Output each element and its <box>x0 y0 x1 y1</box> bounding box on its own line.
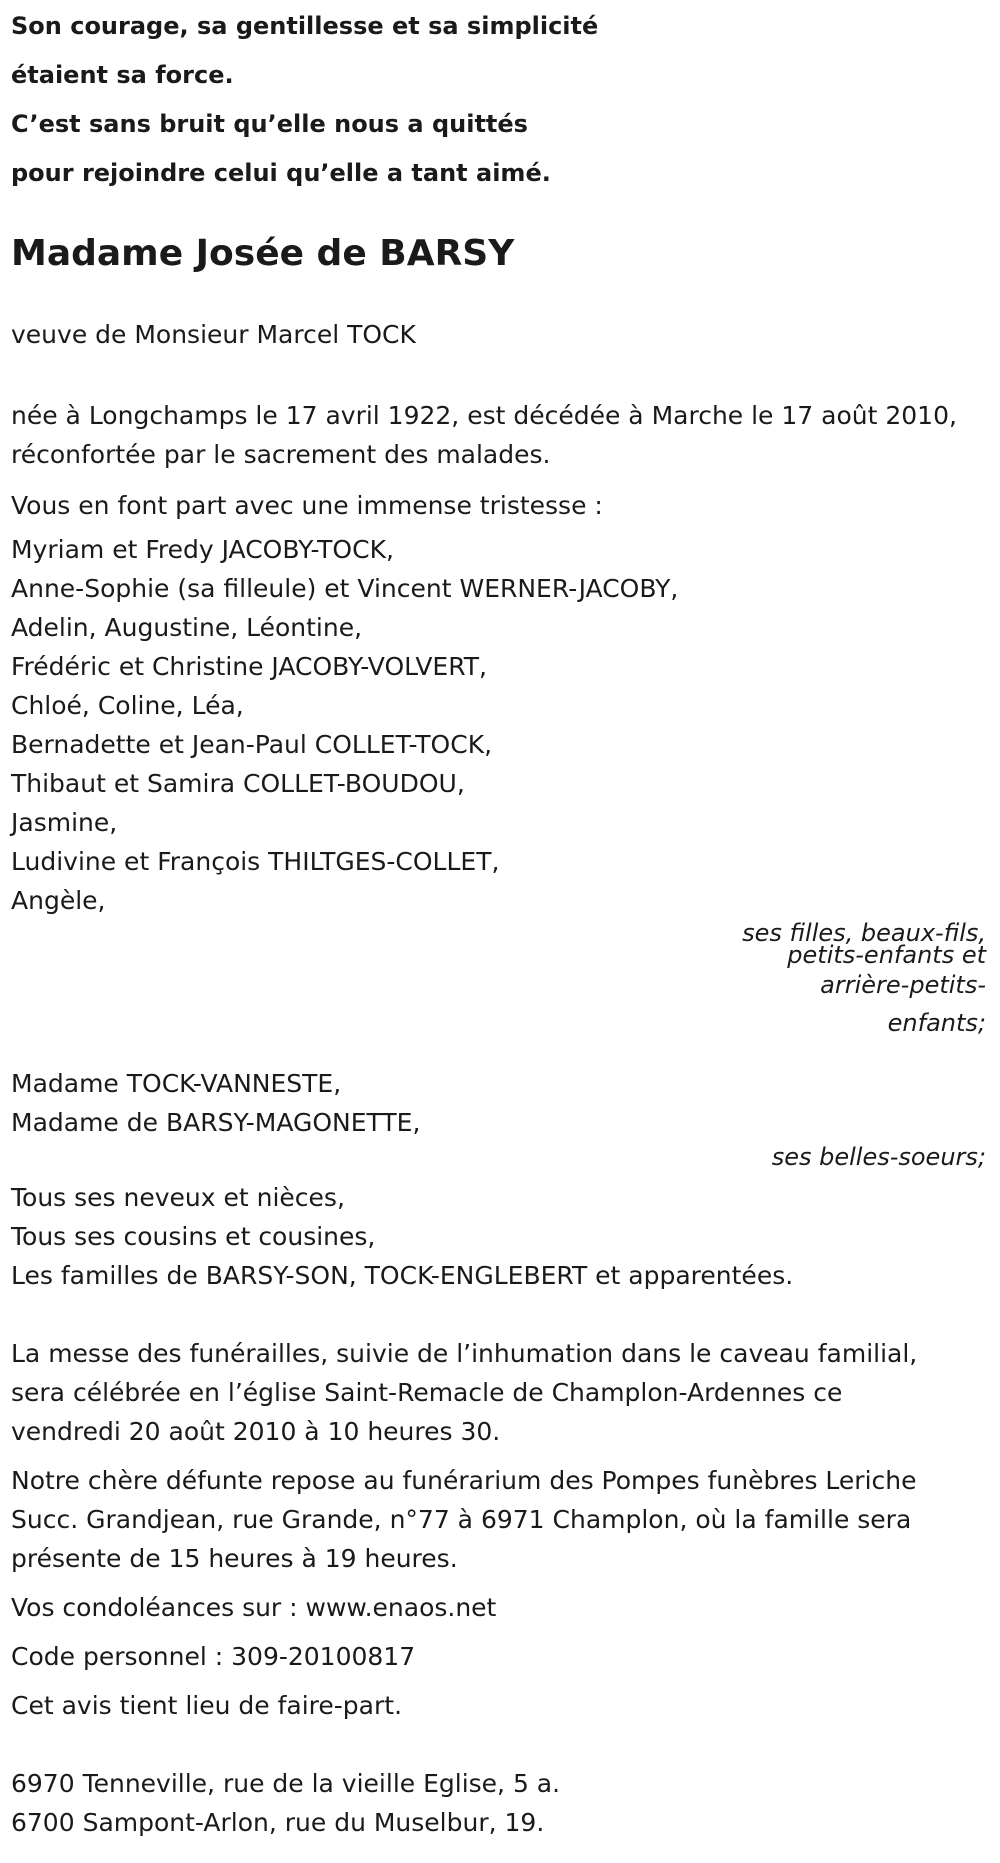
widow-of: veuve de Monsieur Marcel TOCK <box>11 320 416 349</box>
family-member: Ludivine et François THILTGES-COLLET, <box>11 847 500 876</box>
announcement: Vous en font part avec une immense tristesse : <box>11 491 603 520</box>
in-laws-role <box>11 1142 986 1172</box>
condolences-line: Vos condoléances sur : www.enaos.net <box>11 1593 497 1622</box>
funeral-line: La messe des funérailles, suivie de l’inhumation dans le caveau familial, <box>11 1339 918 1368</box>
extended-family-line: Les familles de BARSY-SON, TOCK-ENGLEBERT et apparentées. <box>11 1261 794 1290</box>
deceased-name: Madame Josée de BARSY <box>11 233 515 274</box>
funeral-paragraph <box>11 1334 986 1451</box>
rest-line: Succ. Grandjean, rue Grande, n°77 à 6971 Champlon, où la famille sera <box>11 1505 912 1534</box>
in-laws-role-line: ses belles-soeurs; <box>771 1143 986 1171</box>
family-role-continued <box>11 966 986 1042</box>
family-member: Anne-Sophie (sa filleule) et Vincent WERNER-JACOBY, <box>11 574 679 603</box>
address-line: 6700 Sampont-Arlon, rue du Muselbur, 19. <box>11 1808 545 1837</box>
family-list <box>11 530 986 920</box>
family-role-line: arrière-petits- <box>820 971 986 999</box>
obituary-notice <box>11 0 986 1842</box>
family-role-line: enfants; <box>887 1009 986 1037</box>
family-member: Thibaut et Samira COLLET-BOUDOU, <box>11 769 465 798</box>
family-member: Myriam et Fredy JACOBY-TOCK, <box>11 535 394 564</box>
funeral-line: sera célébrée en l’église Saint-Remacle de Champlon-Ardennes ce <box>11 1378 843 1407</box>
birth-death-line: née à Longchamps le 17 avril 1922, est décédée à Marche le 17 août 2010, <box>11 401 957 430</box>
quote-line: étaient sa force. <box>11 61 234 89</box>
family-member: Adelin, Augustine, Léontine, <box>11 613 363 642</box>
family-member: Bernadette et Jean-Paul COLLET-TOCK, <box>11 730 493 759</box>
rest-line: Notre chère défunte repose au funérarium des Pompes funèbres Leriche <box>11 1466 917 1495</box>
extended-family-line: Tous ses cousins et cousines, <box>11 1222 376 1251</box>
notice-line: Cet avis tient lieu de faire-part. <box>11 1691 403 1720</box>
family-member: Jasmine, <box>11 808 118 837</box>
opening-quote <box>11 0 986 198</box>
family-member: Angèle, <box>11 886 106 915</box>
rest-paragraph <box>11 1461 986 1578</box>
address-line: 6970 Tenneville, rue de la vieille Eglise, 5 a. <box>11 1769 561 1798</box>
personal-code: Code personnel : 309-20100817 <box>11 1642 416 1671</box>
birth-death-line: réconfortée par le sacrement des malades. <box>11 440 551 469</box>
quote-line: C’est sans bruit qu’elle nous a quittés <box>11 110 528 138</box>
in-laws-list <box>11 1064 986 1142</box>
family-member: Chloé, Coline, Léa, <box>11 691 244 720</box>
in-law: Madame TOCK-VANNESTE, <box>11 1069 342 1098</box>
extended-family <box>11 1178 986 1295</box>
quote-line: Son courage, sa gentillesse et sa simplicité <box>11 12 599 40</box>
rest-line: présente de 15 heures à 19 heures. <box>11 1544 458 1573</box>
addresses <box>11 1764 986 1842</box>
family-role-line: ses filles, beaux-fils, <box>742 919 986 947</box>
funeral-line: vendredi 20 août 2010 à 10 heures 30. <box>11 1417 501 1446</box>
quote-line: pour rejoindre celui qu’elle a tant aimé. <box>11 159 551 187</box>
family-role-line: petits-enfants et <box>787 941 986 969</box>
family-role <box>11 919 986 969</box>
family-member: Frédéric et Christine JACOBY-VOLVERT, <box>11 652 488 681</box>
in-law: Madame de BARSY-MAGONETTE, <box>11 1108 421 1137</box>
extended-family-line: Tous ses neveux et nièces, <box>11 1183 345 1212</box>
birth-death-paragraph <box>11 396 986 474</box>
